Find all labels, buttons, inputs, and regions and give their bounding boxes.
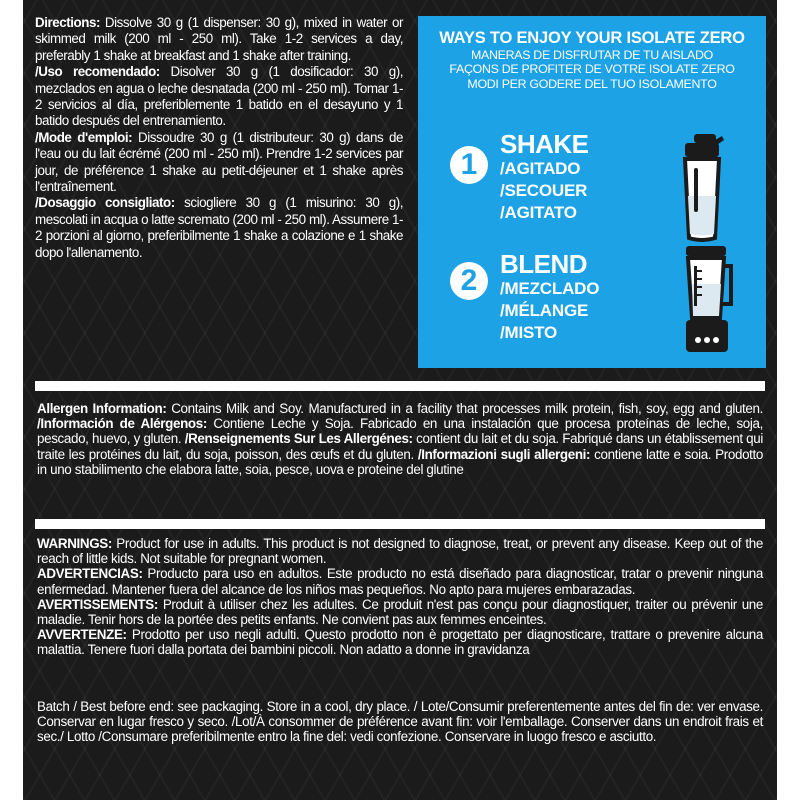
warnings-es	[37, 566, 763, 596]
product-label	[23, 0, 777, 800]
step-blend-it: /MISTO	[500, 323, 558, 342]
directions-en	[35, 15, 403, 64]
step-blend-es: /MEZCLADO	[500, 279, 600, 298]
warnings-es-text: Producto para uso en adultos. Este producto no está diseñado para diagnosticar, tratar o prevenir ninguna enfermedad. Mantener fuera del alcance de los niños mas pequeños. No apto para mujeres embarazadas.	[37, 566, 763, 597]
ways-to-enjoy-box	[418, 16, 766, 368]
allergen-fr-text: contient du lait et du soja. Fabriqué dans un établissement qui traite les protéines du lait, du soja, poisson, des œufs et du gluten.	[37, 431, 763, 462]
warnings-it	[37, 627, 763, 657]
warnings-it-label: AVVERTENZE:	[37, 627, 127, 643]
warnings-es-label: ADVERTENCIAS:	[37, 566, 143, 582]
step-shake-es: /AGITADO	[500, 159, 581, 178]
section-divider	[35, 519, 765, 529]
allergen-it-label: /Informazioni sugli allergeni:	[417, 446, 591, 462]
warnings-fr-label: AVERTISSEMENTS:	[37, 596, 158, 612]
step-shake-it: /AGITATO	[500, 203, 577, 222]
batch-storage-text: Batch / Best before end: see packaging. Store in a cool, dry place. / Lote/Consumir preferentemente antes del fin de: ver envase. Conservar en lugar fresco y seco. /Lot/À consommer de préférence avant fin: voir l'emballage. Conserver dans un endroit frais et sec./ Lotto /Consumare preferibilmente entro la fine del: vedi confezione. Conservare in luogo fresco e asciutto.	[37, 699, 763, 745]
directions-en-text: Dissolve 30 g (1 dispenser: 30 g), mixed in water or skimmed milk (200 ml - 250 ml). Take 1-2 services a day, preferably 1 shake at breakfast and 1 shake after training.	[35, 15, 403, 63]
warnings-it-text: Prodotto per uso negli adulti. Questo prodotto non è progettato per diagnosticare, trattare o prevenire alcuna malattia. Tenere fuori dalla portata dei bambini piccoli. Non adatto a donne in gravidanza	[37, 627, 763, 658]
step-shake	[438, 128, 758, 240]
directions-it-text: sciogliere 30 g (1 misurino: 30 g), mescolati in acqua o latte scremato (200 ml - 250 ml). Assumere 1-2 porzioni al giorno, preferibilmente 1 shake a colazione e 1 shake dopo l'allenamento.	[35, 195, 404, 260]
step-blend	[438, 248, 758, 360]
directions-fr-label: /Mode d'emploi:	[35, 129, 133, 145]
batch-storage-section	[37, 699, 763, 745]
directions-it	[35, 195, 403, 261]
allergen-it-text: contiene latte e soia. Prodotto in uno stabilimento che elabora latte, soia, pesce, uova e proteine del glutine	[37, 446, 764, 477]
directions-en-label: Directions:	[35, 15, 100, 30]
blender-icon	[684, 244, 734, 359]
directions-es-text: Disolver 30 g (1 dosificador: 30 g), mezclados en agua o leche desnatada (200 ml - 250 ml). Tomar 1-2 servicios al día, preferiblemente 1 batido en el desayuno y 1 batido después del entrenamiento.	[35, 64, 403, 129]
directions-fr	[35, 130, 403, 196]
warnings-en-text: Product for use in adults. This product is not designed to diagnose, treat, or prevent any disease. Keep out of the reach of little kids. Not suitable for pregnant women.	[37, 536, 763, 567]
warnings-fr	[37, 597, 763, 627]
allergen-es-text: Contiene Leche y Soja. Fabricado en una instalación que procesa proteínas de leche, soja, pescado, huevo, y gluten.	[37, 416, 764, 447]
directions-it-label: /Dosaggio consigliato:	[35, 195, 175, 211]
shaker-bottle-icon	[676, 130, 726, 247]
allergen-fr-label: /Renseignements Sur Les Allergénes:	[184, 431, 413, 447]
step-shake-fr: /SECOUER	[500, 181, 588, 200]
step-shake-text	[500, 130, 589, 224]
ways-subtitle-fr: FAÇONS DE PROFITER DE VOTRE ISOLATE ZERO	[449, 62, 735, 77]
ways-subtitle-es: MANERAS DE DISFRUTAR DE TU AISLADO	[470, 48, 714, 62]
directions-es	[35, 64, 403, 130]
step-blend-fr: /MÉLANGE	[500, 301, 589, 320]
step-number-badge: 1	[450, 146, 488, 184]
ways-header	[418, 29, 766, 91]
directions-fr-text: Dissoudre 30 g (1 distributeur: 30 g) dans de l'eau ou du lait écrémé (200 ml - 250 ml). Prendre 1-2 services par jour, de préférence 1 shake au petit-déjeuner et 1 shake après l'entraînement.	[35, 129, 403, 195]
warnings-en-label: WARNINGS:	[37, 536, 112, 551]
ways-title: WAYS TO ENJOY YOUR ISOLATE ZERO	[439, 29, 745, 47]
directions-section	[35, 15, 403, 261]
directions-es-label: /Uso recomendado:	[35, 64, 160, 80]
allergen-section	[37, 401, 763, 477]
allergen-es-label: /Información de Alérgenos:	[37, 416, 207, 432]
step-shake-title: SHAKE	[500, 129, 589, 159]
warnings-section	[37, 536, 763, 658]
section-divider	[35, 381, 765, 391]
allergen-paragraph	[37, 401, 763, 477]
step-number-badge: 2	[450, 262, 488, 300]
allergen-en-text: Contains Milk and Soy. Manufactured in a facility that processes milk protein, fish, soy, egg and gluten.	[166, 401, 763, 416]
allergen-en-label: Allergen Information:	[37, 401, 167, 416]
warnings-fr-text: Produit à utiliser chez les adultes. Ce produit n'est pas conçu pour diagnostiquer, traiter ou prévenir une maladie. Tenir hors de la portée des petits enfants. Ne convient pas aux femmes enceintes.	[37, 596, 763, 628]
warnings-en	[37, 536, 763, 566]
ways-subtitle-it: MODI PER GODERE DEL TUO ISOLAMENTO	[467, 76, 717, 91]
step-blend-text	[500, 250, 599, 344]
step-blend-title: BLEND	[500, 249, 588, 279]
